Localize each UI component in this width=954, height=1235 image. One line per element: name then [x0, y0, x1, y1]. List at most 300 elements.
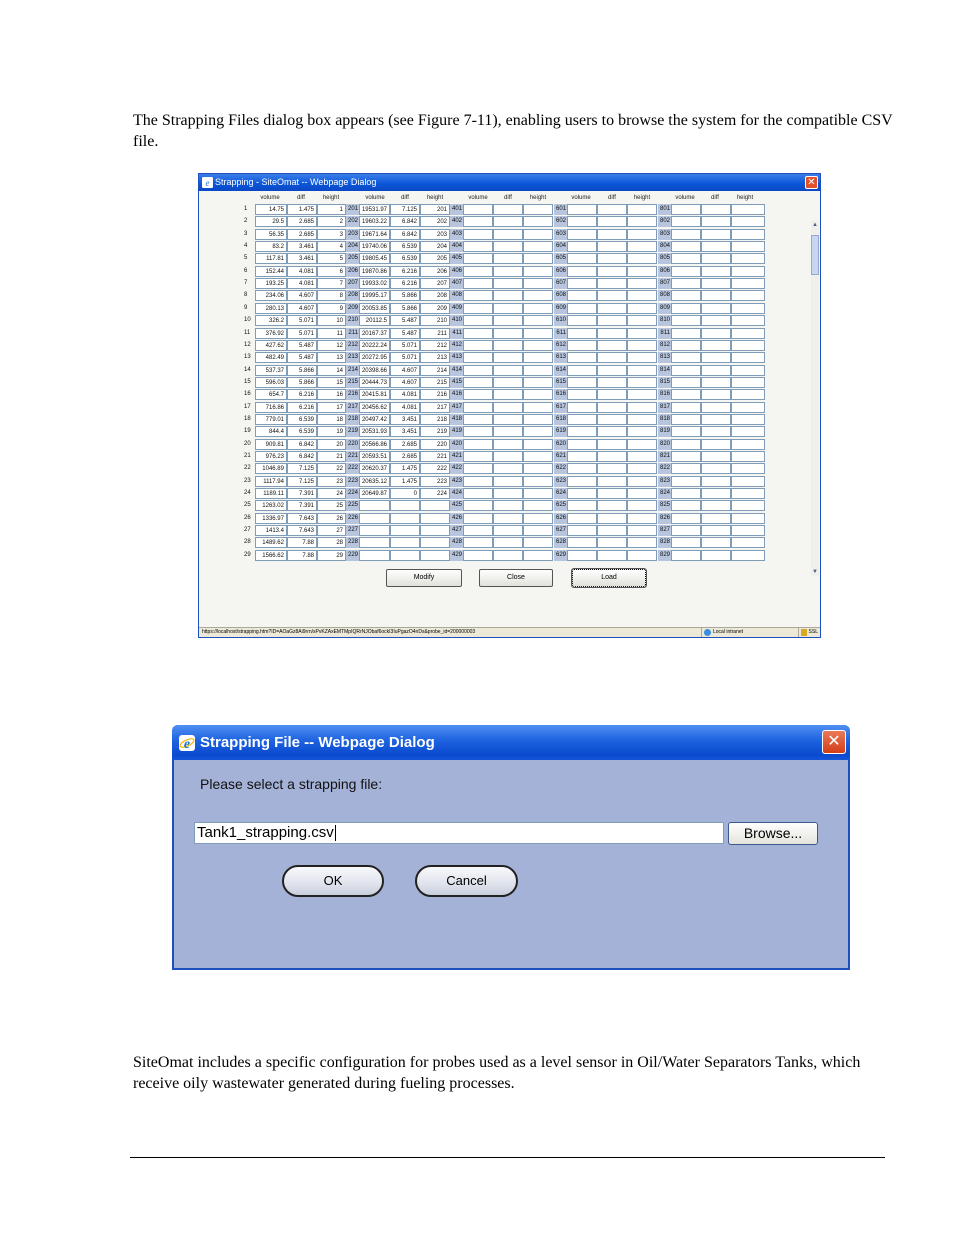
table-cell-input[interactable]	[390, 537, 420, 548]
table-cell-input[interactable]: 844.4	[255, 426, 287, 437]
table-cell-input[interactable]: 5.487	[390, 315, 420, 326]
table-cell-input[interactable]	[701, 488, 731, 499]
table-cell-input[interactable]	[701, 414, 731, 425]
table-cell-input[interactable]	[701, 389, 731, 400]
table-cell-input[interactable]	[701, 513, 731, 524]
table-cell-input[interactable]	[627, 377, 657, 388]
table-cell-input[interactable]	[523, 266, 553, 277]
table-cell-input[interactable]	[597, 414, 627, 425]
table-cell-input[interactable]	[567, 253, 597, 264]
table-cell-input[interactable]	[671, 525, 701, 536]
table-cell-input[interactable]	[627, 352, 657, 363]
table-cell-input[interactable]	[493, 537, 523, 548]
table-cell-input[interactable]: 204	[420, 241, 450, 252]
table-cell-input[interactable]: 19805.45	[359, 253, 390, 264]
table-cell-input[interactable]	[597, 500, 627, 511]
table-cell-input[interactable]: 221	[420, 451, 450, 462]
table-cell-input[interactable]	[671, 315, 701, 326]
table-cell-input[interactable]	[493, 389, 523, 400]
table-cell-input[interactable]	[627, 500, 657, 511]
table-cell-input[interactable]: 6.539	[287, 414, 317, 425]
table-cell-input[interactable]: 20112.5	[359, 315, 390, 326]
table-cell-input[interactable]	[731, 241, 765, 252]
table-cell-input[interactable]	[463, 365, 493, 376]
table-cell-input[interactable]	[463, 328, 493, 339]
table-cell-input[interactable]: 19603.22	[359, 216, 390, 227]
table-cell-input[interactable]: 20272.95	[359, 352, 390, 363]
table-cell-input[interactable]: 20620.37	[359, 463, 390, 474]
table-cell-input[interactable]	[567, 439, 597, 450]
table-cell-input[interactable]	[671, 216, 701, 227]
table-cell-input[interactable]	[463, 303, 493, 314]
table-cell-input[interactable]	[493, 488, 523, 499]
table-cell-input[interactable]	[597, 328, 627, 339]
table-cell-input[interactable]	[597, 389, 627, 400]
table-cell-input[interactable]	[567, 352, 597, 363]
table-cell-input[interactable]: 4.607	[287, 290, 317, 301]
table-cell-input[interactable]: 5.071	[287, 315, 317, 326]
table-cell-input[interactable]: 1.475	[390, 463, 420, 474]
table-cell-input[interactable]	[493, 365, 523, 376]
table-cell-input[interactable]	[493, 513, 523, 524]
table-cell-input[interactable]	[493, 550, 523, 561]
table-cell-input[interactable]: 482.49	[255, 352, 287, 363]
table-cell-input[interactable]	[627, 229, 657, 240]
table-cell-input[interactable]	[627, 525, 657, 536]
table-cell-input[interactable]: 7.391	[287, 500, 317, 511]
table-cell-input[interactable]	[731, 340, 765, 351]
table-cell-input[interactable]	[597, 377, 627, 388]
table-cell-input[interactable]	[701, 451, 731, 462]
table-cell-input[interactable]	[701, 204, 731, 215]
table-cell-input[interactable]	[463, 389, 493, 400]
table-cell-input[interactable]	[627, 537, 657, 548]
table-cell-input[interactable]	[701, 340, 731, 351]
table-cell-input[interactable]: 4.607	[390, 365, 420, 376]
table-cell-input[interactable]: 7.391	[287, 488, 317, 499]
table-cell-input[interactable]	[463, 426, 493, 437]
table-cell-input[interactable]: 24	[317, 488, 346, 499]
table-cell-input[interactable]	[493, 340, 523, 351]
close-button[interactable]: Close	[479, 569, 553, 587]
table-cell-input[interactable]	[523, 377, 553, 388]
table-cell-input[interactable]	[627, 204, 657, 215]
table-cell-input[interactable]	[671, 463, 701, 474]
table-cell-input[interactable]: 208	[420, 290, 450, 301]
close-icon[interactable]: ✕	[805, 176, 818, 189]
table-cell-input[interactable]: 5.866	[390, 290, 420, 301]
table-cell-input[interactable]	[597, 266, 627, 277]
table-cell-input[interactable]: 6.216	[390, 278, 420, 289]
table-cell-input[interactable]	[493, 525, 523, 536]
table-cell-input[interactable]	[671, 476, 701, 487]
table-cell-input[interactable]	[597, 537, 627, 548]
cancel-button[interactable]: Cancel	[415, 865, 518, 897]
table-cell-input[interactable]	[627, 340, 657, 351]
table-cell-input[interactable]: 1263.02	[255, 500, 287, 511]
table-cell-input[interactable]: 19933.02	[359, 278, 390, 289]
table-cell-input[interactable]: 56.35	[255, 229, 287, 240]
table-cell-input[interactable]: 3.461	[287, 253, 317, 264]
table-cell-input[interactable]: 28	[317, 537, 346, 548]
table-cell-input[interactable]: 25	[317, 500, 346, 511]
table-cell-input[interactable]	[731, 216, 765, 227]
table-cell-input[interactable]	[420, 537, 450, 548]
table-cell-input[interactable]: 26	[317, 513, 346, 524]
table-cell-input[interactable]	[627, 328, 657, 339]
table-cell-input[interactable]: 83.2	[255, 241, 287, 252]
table-cell-input[interactable]	[390, 500, 420, 511]
table-cell-input[interactable]	[671, 550, 701, 561]
table-cell-input[interactable]	[493, 402, 523, 413]
table-cell-input[interactable]: 4.081	[390, 402, 420, 413]
table-cell-input[interactable]: 20456.62	[359, 402, 390, 413]
table-cell-input[interactable]	[671, 414, 701, 425]
table-cell-input[interactable]	[701, 290, 731, 301]
table-cell-input[interactable]	[523, 476, 553, 487]
table-cell-input[interactable]	[523, 278, 553, 289]
table-cell-input[interactable]	[523, 426, 553, 437]
table-cell-input[interactable]: 5.487	[390, 328, 420, 339]
table-cell-input[interactable]: 0	[390, 488, 420, 499]
table-cell-input[interactable]	[463, 463, 493, 474]
table-cell-input[interactable]	[597, 303, 627, 314]
table-cell-input[interactable]	[731, 303, 765, 314]
table-cell-input[interactable]	[731, 352, 765, 363]
table-cell-input[interactable]	[627, 315, 657, 326]
table-cell-input[interactable]: 716.86	[255, 402, 287, 413]
table-cell-input[interactable]	[731, 328, 765, 339]
table-cell-input[interactable]	[567, 550, 597, 561]
table-cell-input[interactable]: 20167.37	[359, 328, 390, 339]
table-cell-input[interactable]	[463, 414, 493, 425]
table-cell-input[interactable]	[463, 525, 493, 536]
table-cell-input[interactable]	[463, 253, 493, 264]
table-cell-input[interactable]	[567, 241, 597, 252]
table-cell-input[interactable]	[671, 340, 701, 351]
table-cell-input[interactable]	[671, 290, 701, 301]
table-cell-input[interactable]	[627, 488, 657, 499]
table-cell-input[interactable]	[359, 525, 390, 536]
ok-button[interactable]: OK	[282, 865, 384, 897]
table-cell-input[interactable]	[463, 476, 493, 487]
table-cell-input[interactable]: 217	[420, 402, 450, 413]
table-cell-input[interactable]	[463, 550, 493, 561]
table-cell-input[interactable]	[420, 550, 450, 561]
table-cell-input[interactable]	[463, 266, 493, 277]
table-cell-input[interactable]	[463, 488, 493, 499]
table-cell-input[interactable]	[731, 365, 765, 376]
table-cell-input[interactable]	[463, 204, 493, 215]
table-cell-input[interactable]	[627, 439, 657, 450]
table-cell-input[interactable]: 20497.42	[359, 414, 390, 425]
table-cell-input[interactable]	[627, 278, 657, 289]
table-cell-input[interactable]: 206	[420, 266, 450, 277]
table-cell-input[interactable]: 19870.86	[359, 266, 390, 277]
table-cell-input[interactable]	[523, 513, 553, 524]
table-cell-input[interactable]: 5.071	[390, 340, 420, 351]
table-cell-input[interactable]	[597, 204, 627, 215]
table-cell-input[interactable]	[701, 426, 731, 437]
table-cell-input[interactable]	[567, 278, 597, 289]
table-cell-input[interactable]	[597, 278, 627, 289]
table-cell-input[interactable]	[463, 500, 493, 511]
table-cell-input[interactable]	[567, 328, 597, 339]
table-cell-input[interactable]: 22	[317, 463, 346, 474]
table-cell-input[interactable]	[523, 328, 553, 339]
table-cell-input[interactable]: 1413.4	[255, 525, 287, 536]
load-button[interactable]: Load	[572, 569, 646, 587]
table-cell-input[interactable]	[390, 550, 420, 561]
table-cell-input[interactable]	[701, 537, 731, 548]
table-cell-input[interactable]	[671, 229, 701, 240]
table-cell-input[interactable]	[567, 204, 597, 215]
table-cell-input[interactable]	[701, 377, 731, 388]
table-cell-input[interactable]	[597, 216, 627, 227]
table-cell-input[interactable]: 654.7	[255, 389, 287, 400]
table-cell-input[interactable]	[567, 476, 597, 487]
table-cell-input[interactable]	[523, 315, 553, 326]
table-cell-input[interactable]	[731, 451, 765, 462]
table-cell-input[interactable]	[701, 303, 731, 314]
table-cell-input[interactable]	[493, 451, 523, 462]
table-cell-input[interactable]	[493, 476, 523, 487]
table-cell-input[interactable]	[567, 525, 597, 536]
table-cell-input[interactable]	[463, 451, 493, 462]
table-cell-input[interactable]: 6.216	[287, 402, 317, 413]
table-cell-input[interactable]	[671, 488, 701, 499]
table-cell-input[interactable]	[567, 303, 597, 314]
table-cell-input[interactable]	[463, 216, 493, 227]
table-cell-input[interactable]	[463, 352, 493, 363]
table-cell-input[interactable]	[671, 204, 701, 215]
table-cell-input[interactable]	[463, 290, 493, 301]
table-cell-input[interactable]: 2.685	[287, 216, 317, 227]
browse-button[interactable]: Browse...	[728, 822, 818, 845]
table-cell-input[interactable]: 202	[420, 216, 450, 227]
strapping-dialog-titlebar[interactable]	[199, 174, 820, 191]
table-cell-input[interactable]: 15	[317, 377, 346, 388]
table-cell-input[interactable]	[731, 253, 765, 264]
table-cell-input[interactable]: 4.607	[390, 377, 420, 388]
table-cell-input[interactable]	[523, 253, 553, 264]
table-cell-input[interactable]: 16	[317, 389, 346, 400]
table-cell-input[interactable]	[671, 439, 701, 450]
table-cell-input[interactable]	[523, 303, 553, 314]
table-cell-input[interactable]	[701, 500, 731, 511]
table-cell-input[interactable]: 6.539	[390, 241, 420, 252]
file-dialog-titlebar[interactable]	[172, 725, 850, 760]
table-cell-input[interactable]: 19531.97	[359, 204, 390, 215]
table-cell-input[interactable]: 27	[317, 525, 346, 536]
table-cell-input[interactable]: 216	[420, 389, 450, 400]
vertical-scrollbar[interactable]	[811, 221, 819, 576]
table-cell-input[interactable]	[463, 340, 493, 351]
table-cell-input[interactable]	[523, 414, 553, 425]
table-cell-input[interactable]	[671, 451, 701, 462]
table-cell-input[interactable]: 8	[317, 290, 346, 301]
table-cell-input[interactable]	[671, 365, 701, 376]
table-cell-input[interactable]: 6.539	[287, 426, 317, 437]
table-cell-input[interactable]	[523, 365, 553, 376]
table-cell-input[interactable]	[627, 266, 657, 277]
table-cell-input[interactable]	[627, 303, 657, 314]
table-cell-input[interactable]	[701, 328, 731, 339]
table-cell-input[interactable]	[731, 266, 765, 277]
table-cell-input[interactable]: 20566.86	[359, 439, 390, 450]
table-cell-input[interactable]: 6.539	[390, 253, 420, 264]
table-cell-input[interactable]: 4.081	[390, 389, 420, 400]
table-cell-input[interactable]: 4.081	[287, 278, 317, 289]
table-cell-input[interactable]: 9	[317, 303, 346, 314]
table-cell-input[interactable]	[523, 290, 553, 301]
table-cell-input[interactable]: 7.125	[287, 476, 317, 487]
table-cell-input[interactable]: 20649.87	[359, 488, 390, 499]
table-cell-input[interactable]: 29.5	[255, 216, 287, 227]
table-cell-input[interactable]	[671, 377, 701, 388]
table-cell-input[interactable]: 10	[317, 315, 346, 326]
table-cell-input[interactable]	[701, 365, 731, 376]
table-cell-input[interactable]	[701, 266, 731, 277]
scrollbar-thumb[interactable]	[811, 235, 819, 275]
table-cell-input[interactable]: 21	[317, 451, 346, 462]
table-cell-input[interactable]	[523, 439, 553, 450]
table-cell-input[interactable]	[627, 451, 657, 462]
table-cell-input[interactable]: 5.071	[287, 328, 317, 339]
table-cell-input[interactable]	[701, 402, 731, 413]
table-cell-input[interactable]: 234.06	[255, 290, 287, 301]
table-cell-input[interactable]	[597, 488, 627, 499]
table-cell-input[interactable]	[523, 204, 553, 215]
table-cell-input[interactable]	[567, 537, 597, 548]
table-cell-input[interactable]	[597, 352, 627, 363]
table-cell-input[interactable]: 6	[317, 266, 346, 277]
table-cell-input[interactable]	[671, 537, 701, 548]
table-cell-input[interactable]	[671, 500, 701, 511]
table-cell-input[interactable]: 219	[420, 426, 450, 437]
table-cell-input[interactable]	[523, 488, 553, 499]
table-cell-input[interactable]: 2	[317, 216, 346, 227]
table-cell-input[interactable]	[671, 278, 701, 289]
table-cell-input[interactable]	[701, 352, 731, 363]
table-cell-input[interactable]	[627, 365, 657, 376]
table-cell-input[interactable]: 3.451	[390, 414, 420, 425]
table-cell-input[interactable]	[390, 513, 420, 524]
table-cell-input[interactable]: 17	[317, 402, 346, 413]
table-cell-input[interactable]	[523, 389, 553, 400]
table-cell-input[interactable]	[523, 216, 553, 227]
table-cell-input[interactable]: 7.643	[287, 525, 317, 536]
table-cell-input[interactable]: 7.643	[287, 513, 317, 524]
table-cell-input[interactable]	[671, 241, 701, 252]
table-cell-input[interactable]: 20	[317, 439, 346, 450]
table-cell-input[interactable]	[597, 550, 627, 561]
table-cell-input[interactable]: 23	[317, 476, 346, 487]
table-cell-input[interactable]	[597, 426, 627, 437]
table-cell-input[interactable]	[671, 303, 701, 314]
table-cell-input[interactable]	[523, 500, 553, 511]
table-cell-input[interactable]	[463, 377, 493, 388]
table-cell-input[interactable]	[597, 229, 627, 240]
table-cell-input[interactable]: 19995.17	[359, 290, 390, 301]
table-cell-input[interactable]: 2.685	[390, 451, 420, 462]
table-cell-input[interactable]	[597, 315, 627, 326]
table-cell-input[interactable]	[731, 476, 765, 487]
table-cell-input[interactable]: 5.866	[390, 303, 420, 314]
table-cell-input[interactable]: 13	[317, 352, 346, 363]
table-cell-input[interactable]	[523, 550, 553, 561]
table-cell-input[interactable]	[567, 290, 597, 301]
table-cell-input[interactable]	[567, 340, 597, 351]
table-cell-input[interactable]	[731, 488, 765, 499]
table-cell-input[interactable]	[493, 253, 523, 264]
table-cell-input[interactable]: 376.92	[255, 328, 287, 339]
table-cell-input[interactable]: 1336.97	[255, 513, 287, 524]
table-cell-input[interactable]	[701, 550, 731, 561]
table-cell-input[interactable]	[627, 402, 657, 413]
table-cell-input[interactable]: 4.607	[287, 303, 317, 314]
table-cell-input[interactable]	[523, 229, 553, 240]
table-cell-input[interactable]	[463, 537, 493, 548]
table-cell-input[interactable]	[731, 550, 765, 561]
table-cell-input[interactable]	[493, 500, 523, 511]
table-cell-input[interactable]	[731, 463, 765, 474]
table-cell-input[interactable]: 19740.06	[359, 241, 390, 252]
table-cell-input[interactable]	[567, 216, 597, 227]
table-cell-input[interactable]	[523, 241, 553, 252]
table-cell-input[interactable]: 211	[420, 328, 450, 339]
table-cell-input[interactable]: 223	[420, 476, 450, 487]
table-cell-input[interactable]	[627, 463, 657, 474]
table-cell-input[interactable]	[701, 241, 731, 252]
table-cell-input[interactable]: 779.01	[255, 414, 287, 425]
table-cell-input[interactable]	[567, 365, 597, 376]
table-cell-input[interactable]	[567, 463, 597, 474]
table-cell-input[interactable]: 29	[317, 550, 346, 561]
table-cell-input[interactable]	[671, 389, 701, 400]
table-cell-input[interactable]: 19671.64	[359, 229, 390, 240]
table-cell-input[interactable]	[627, 253, 657, 264]
table-cell-input[interactable]	[567, 451, 597, 462]
table-cell-input[interactable]: 537.37	[255, 365, 287, 376]
table-cell-input[interactable]	[597, 241, 627, 252]
table-cell-input[interactable]	[597, 340, 627, 351]
table-cell-input[interactable]	[701, 315, 731, 326]
scroll-up-icon[interactable]: ▲	[812, 222, 818, 228]
table-cell-input[interactable]: 596.03	[255, 377, 287, 388]
table-cell-input[interactable]: 326.2	[255, 315, 287, 326]
table-cell-input[interactable]: 201	[420, 204, 450, 215]
table-cell-input[interactable]: 20053.85	[359, 303, 390, 314]
table-cell-input[interactable]: 212	[420, 340, 450, 351]
table-cell-input[interactable]: 218	[420, 414, 450, 425]
table-cell-input[interactable]	[493, 278, 523, 289]
table-cell-input[interactable]	[493, 241, 523, 252]
table-cell-input[interactable]	[597, 439, 627, 450]
table-cell-input[interactable]: 12	[317, 340, 346, 351]
table-cell-input[interactable]: 1489.62	[255, 537, 287, 548]
table-cell-input[interactable]: 7.125	[390, 204, 420, 215]
table-cell-input[interactable]: 1189.11	[255, 488, 287, 499]
table-cell-input[interactable]: 19	[317, 426, 346, 437]
table-cell-input[interactable]: 20593.51	[359, 451, 390, 462]
table-cell-input[interactable]	[463, 241, 493, 252]
table-cell-input[interactable]	[731, 290, 765, 301]
table-cell-input[interactable]: 210	[420, 315, 450, 326]
table-cell-input[interactable]: 14.75	[255, 204, 287, 215]
table-cell-input[interactable]	[493, 216, 523, 227]
table-cell-input[interactable]	[523, 525, 553, 536]
